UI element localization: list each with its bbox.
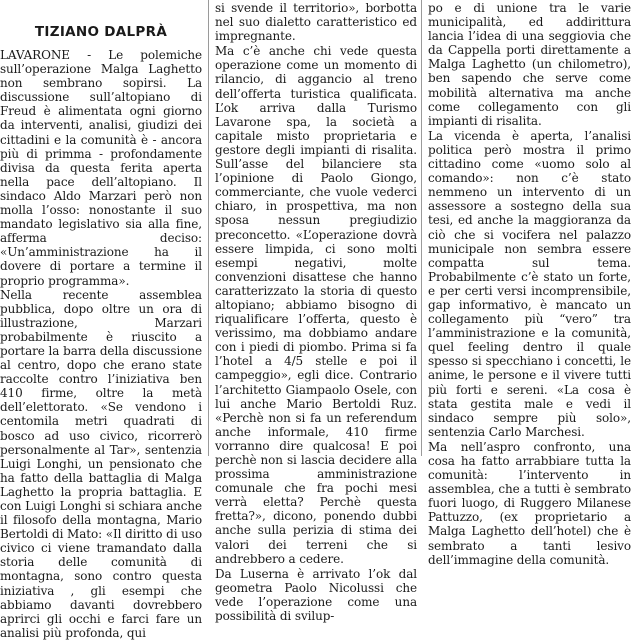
article-paragraph: Nella recente assemblea pubblica, dopo oltre un ora di illustrazione, Marzari probabilmente è riuscito a portare la barra della discussione al centro, dopo che erano state raccolte contro l’iniziativa ben 410 firme, oltre la metà dell’elettorato. «Se vendono i centomila metri quadrati di bosco ad uso civico, ricorrerò personalmente al Tar», sentenzia Luigi Longhi, un pensionato che ha fatto della battaglia di Malga Laghetto la propria battaglia. E con Luigi Longhi si schiara anche il filosofo della montagna, Mario Bertoldi di Mato: «Il diritto di uso civico ci viene tramandato dalla storia delle comunità di montagna, sono contro questa iniziativa , gli esempi che abbiamo davanti dovrebbero aprirci gli occhi e farci fare un analisi più profonda, qui — [0, 287, 202, 640]
article-column-3 — [428, 0, 631, 567]
article-paragraph: Ma nell’aspro confronto, una cosa ha fatto arrabbiare tutta la comunità: l’intervento in assemblea, che a tutti è sembrato fuori luogo, di Ruggero Milanese Pattuzzo, (ex proprietario a Malga Laghetto dell’hotel) che è sembrato a tanti lesivo dell’immagine della comunità. — [428, 439, 631, 567]
article-column-1 — [0, 0, 202, 640]
article-paragraph: si svende il territorio», borbotta nel suo dialetto caratteristico ed impregnante. — [215, 1, 417, 44]
article-paragraph: Ma c’è anche chi vede questa operazione come un momento di rilancio, di aggancio al treno dell’offerta turistica qualificata. L’ok arriva dalla Turismo Lavarone spa, la società a capitale misto proprietaria e gestore degli impianti di risalita. Sull’asse del bilanciere sta l’opinione di Paolo Giongo, commerciante, che vuole vederci chiaro, in prospettiva, ma non sposa nessun pregiudizio preconcetto. «L’operazione dovrà essere limpida, ci sono molti esempi negativi, molte convenzioni disattese che hanno caratterizzato la storia di questo altopiano; abbiamo bisogno di riqualificare l’offerta, questo è verissimo, ma dobbiamo andare con i piedi di piombo. Prima si fa l’hotel a 4/5 stelle e poi il campeggio», egli dice. Contrario l’architetto Giampaolo Osele, con lui anche Mario Bertoldi Ruz. «Perchè non si fa un referendum anche informale, 410 firme vorranno dire qualcosa! E poi perchè non si lascia decidere alla prossima amministrazione comunale che fra pochi mesi verrà eletta? Perchè questa fretta?», dicono, ponendo dubbi anche sulla perizia di stima dei valori dei terreni che si andrebbero a cedere. — [215, 44, 417, 566]
article-column-2 — [215, 0, 417, 624]
column-divider — [421, 0, 422, 456]
article-paragraph: po e di unione tra le varie municipalità, ed addirittura lancia l’idea di una seggiovia che da Cappella porti direttamente a Malga Laghetto (un chilometro), ben sapendo che serve come mobilità alternativa ma anche come collegamento con gli impianti di risalita. — [428, 1, 631, 128]
article-paragraph: LAVARONE - Le polemiche sull’operazione Malga Laghetto non sembrano sopirsi. La discussione sull’altopiano di Freud è alimentata ogni giorno da interventi, analisi, giudizi dei cittadini e la comunità è - ancora più di primma - profondamente divisa da questa ferita aperta nella pace dell’altopiano. Il sindaco Aldo Marzari però non molla l’osso: nonostante il suo mandato legislativo sia alla fine, afferma deciso: «Un’amministrazione ha il dovere di portare a termine il proprio programma». — [0, 48, 202, 288]
author-byline: TIZIANO DALPRÀ — [34, 24, 168, 40]
column-divider — [208, 0, 209, 456]
article-paragraph: Da Luserna è arrivato l’ok dal geometra Paolo Nicolussi che vede l’operazione come una possibilità di svilup- — [215, 566, 417, 624]
article-paragraph: La vicenda è aperta, l’analisi politica però mostra il primo cittadino come «uomo solo al comando»: non c’è stato nemmeno un intervento di un assessore a sostegno della sua tesi, ed anche la maggioranza da ciò che si vocifera nel palazzo municipale non sembra essere compatta sul tema. Probabilmente c’è stato un forte, e per certi versi incomprensibile, gap informativo, è mancato un collegamento più “vero” tra l’amministrazione e la comunità, quel feeling dentro il quale spesso si specchiano i concetti, le anime, le persone e il vivere tutti più forti e sereni. «La cosa è stata gestita male e vedi il sindaco sempre più solo», sentenzia Carlo Marchesi. — [428, 128, 631, 439]
